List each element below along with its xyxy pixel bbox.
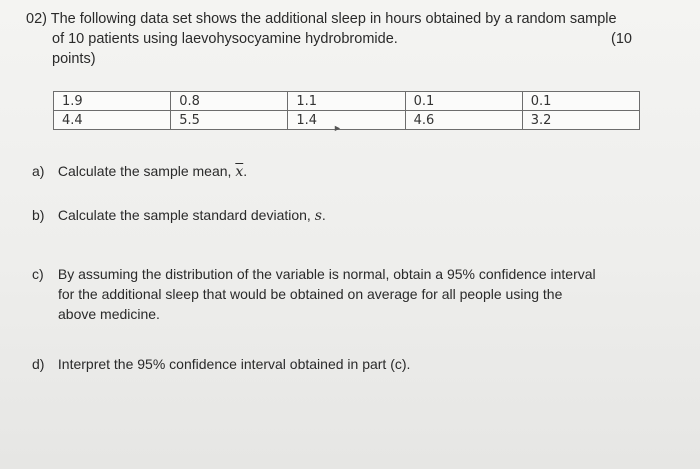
part-b-text: Calculate the sample standard deviation, <box>57 207 311 223</box>
part-b <box>32 205 652 226</box>
part-a-end: . <box>243 163 248 179</box>
table-cell: 0.1 <box>522 92 639 111</box>
part-a-text: Calculate the sample mean, <box>57 163 232 179</box>
part-b-label: b) <box>32 207 45 223</box>
question-text <box>26 9 666 69</box>
table-cell: 1.1 <box>288 92 405 111</box>
part-d-text: Interpret the 95% confidence interval obtained in part (c). <box>57 356 411 372</box>
part-c-line-1: By assuming the distribution of the variable is normal, obtain a 95% confidence interval <box>57 266 596 282</box>
table-cell: 3.2 <box>522 111 639 130</box>
question-number: 02) <box>26 11 47 27</box>
table-cell: 1.9 <box>54 92 171 111</box>
table-row <box>54 92 640 111</box>
table-cell: 5.5 <box>171 111 288 130</box>
table-cell: 4.4 <box>54 111 171 130</box>
part-d <box>32 354 652 374</box>
points-open: (10 <box>611 31 632 47</box>
table-cell: 0.8 <box>171 92 288 111</box>
part-a-label: a) <box>32 163 45 179</box>
part-a <box>32 161 652 182</box>
table-cell: 0.1 <box>405 92 522 111</box>
part-b-symbol: s <box>314 208 322 224</box>
part-c-line-3: above medicine. <box>58 306 160 322</box>
table-cell: 1.4 <box>288 111 405 130</box>
part-c-label: c) <box>32 266 44 282</box>
part-a-symbol: $\overline{x}$ <box>235 164 244 180</box>
table-cell: 4.6 <box>405 111 522 130</box>
part-c-line-2: for the additional sleep that would be obtained on average for all people using the <box>58 286 563 302</box>
table-row <box>54 111 640 130</box>
question-line-1: The following data set shows the additional sleep in hours obtained by a random sample <box>50 11 617 27</box>
data-table <box>53 91 640 130</box>
part-b-end: . <box>321 207 326 223</box>
part-c <box>32 264 652 324</box>
points-close: points) <box>52 51 96 67</box>
question-line-2: of 10 patients using laevohysocyamine hydrobromide. <box>52 31 398 47</box>
part-d-label: d) <box>32 356 45 372</box>
mouse-cursor-icon: ► <box>333 123 342 133</box>
